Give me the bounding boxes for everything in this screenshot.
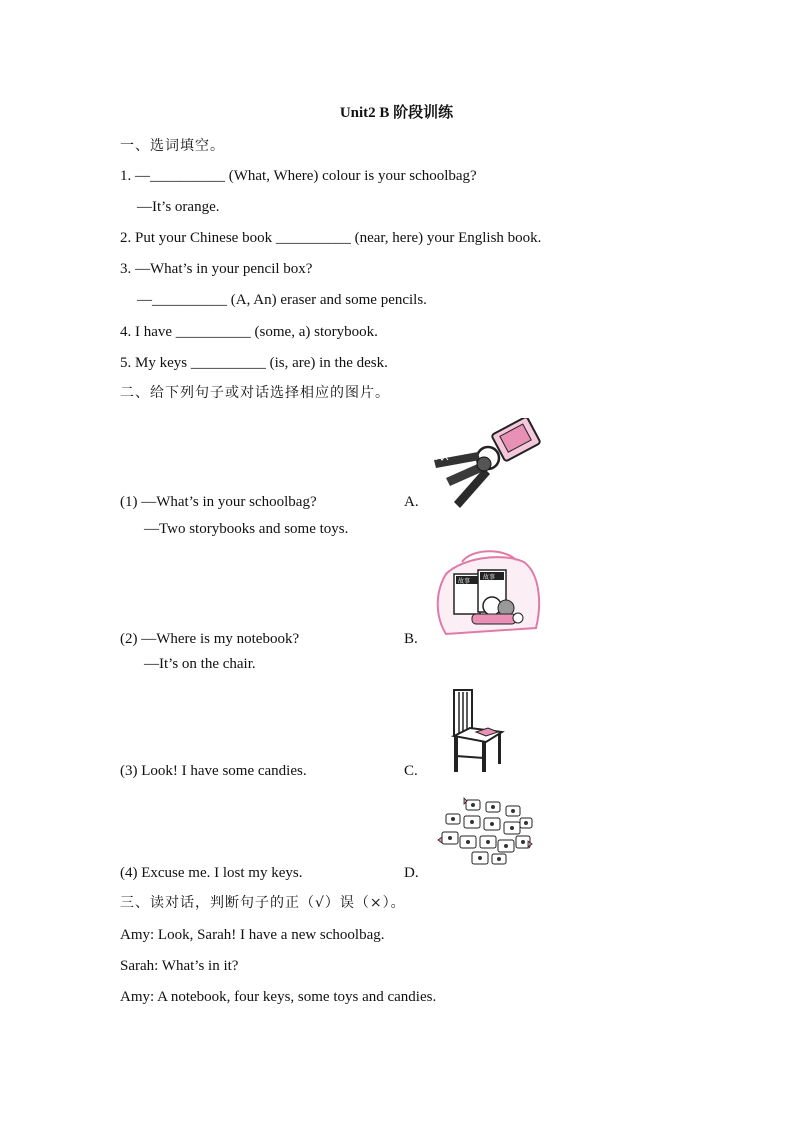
option-c-label: C.	[404, 763, 418, 779]
match-item-1-reply: —Two storybooks and some toys.	[144, 521, 349, 537]
question-3: 3. —What’s in your pencil box?	[120, 261, 313, 277]
dialogue-line-1: Amy: Look, Sarah! I have a new schoolbag.	[120, 927, 385, 943]
candies-picture	[436, 796, 536, 868]
section2-heading: 二、给下列句子或对话选择相应的图片。	[120, 385, 390, 401]
question-3-answer: —__________ (A, An) eraser and some pencils.	[137, 292, 427, 308]
dialogue-line-2: Sarah: What’s in it?	[120, 958, 239, 974]
match-item-1: (1) —What’s in your schoolbag?	[120, 494, 317, 510]
option-a-label: A.	[404, 494, 419, 510]
chair-picture	[448, 688, 508, 774]
match-item-3: (3) Look! I have some candies.	[120, 763, 307, 779]
question-5: 5. My keys __________ (is, are) in the desk.	[120, 355, 388, 371]
option-d-label: D.	[404, 865, 419, 881]
match-item-2-reply: —It’s on the chair.	[144, 656, 256, 672]
question-4: 4. I have __________ (some, a) storybook.	[120, 324, 378, 340]
match-item-2: (2) —Where is my notebook?	[120, 631, 300, 647]
question-1: 1. —__________ (What, Where) colour is your schoolbag?	[120, 168, 477, 184]
page-title: Unit2 B 阶段训练	[339, 105, 454, 121]
question-1-answer: —It’s orange.	[137, 199, 220, 215]
option-b-label: B.	[404, 631, 418, 647]
book-label-left: 故事	[458, 578, 471, 585]
schoolbag-picture	[432, 548, 544, 642]
dialogue-line-3: Amy: A notebook, four keys, some toys and candies.	[120, 989, 437, 1005]
question-2: 2. Put your Chinese book __________ (near, here) your English book.	[120, 230, 542, 246]
section3-heading: 三、读对话，判断句子的正（√）误（×）。	[120, 895, 406, 911]
match-item-4: (4) Excuse me. I lost my keys.	[120, 865, 303, 881]
keys-picture	[426, 418, 546, 510]
section1-heading: 一、选词填空。	[120, 138, 225, 154]
book-label-right: 故事	[483, 574, 496, 581]
